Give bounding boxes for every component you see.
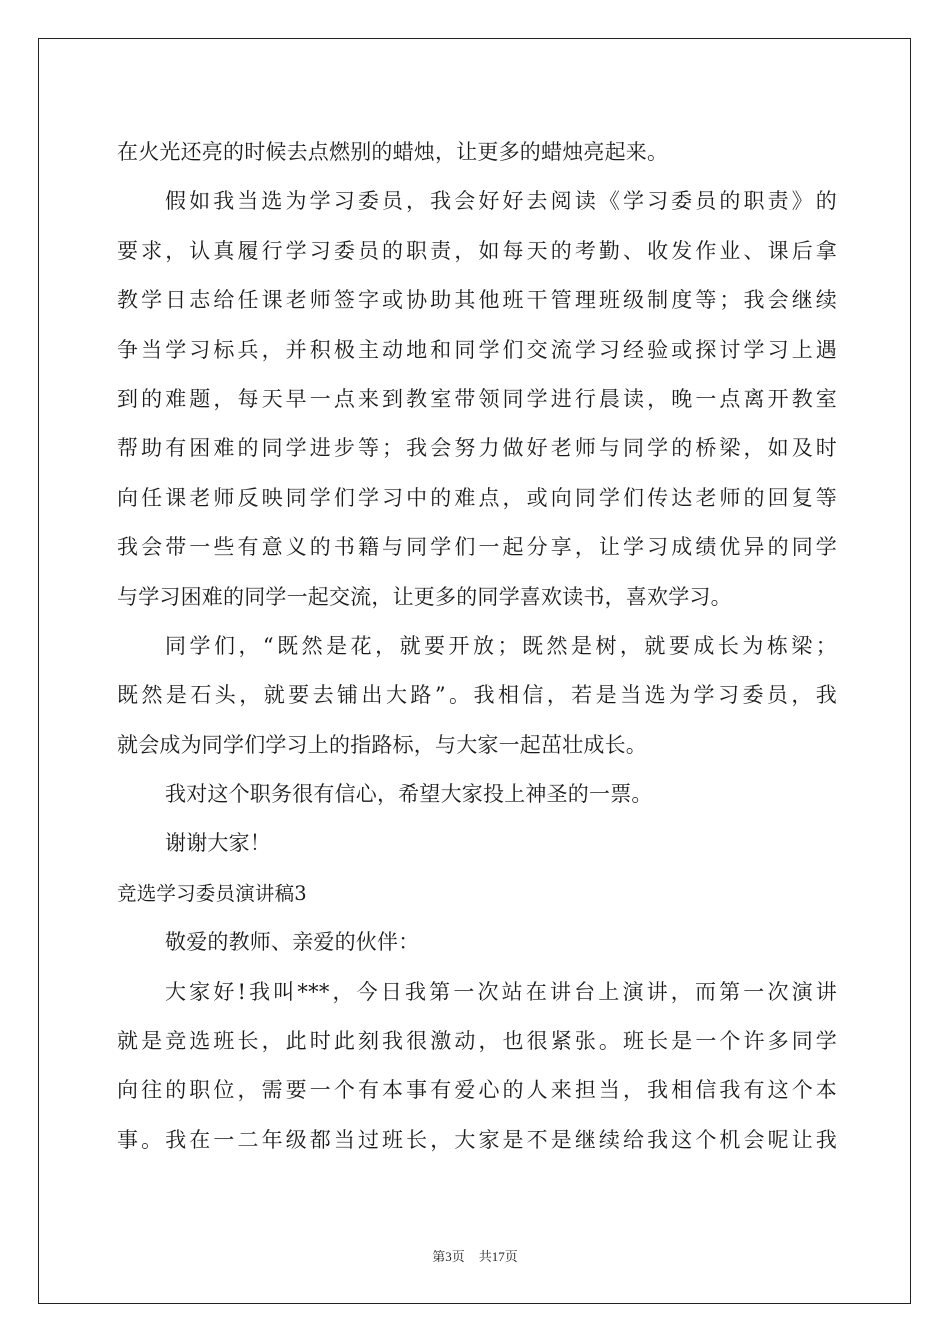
text-line: 既然是石头，就要去铺出大路”。我相信，若是当选为学习委员，我 <box>117 683 837 708</box>
page-number: 第3页 <box>432 1249 465 1264</box>
text-line: 向往的职位，需要一个有本事有爱心的人来担当，我相信我有这个本 <box>117 1078 837 1103</box>
text-line: 在火光还亮的时候去点燃别的蜡烛，让更多的蜡烛亮起来。 <box>117 140 669 164</box>
text-line: 假如我当选为学习委员，我会好好去阅读《学习委员的职责》的 <box>165 189 837 214</box>
text-line: 我对这个职务很有信心，希望大家投上神圣的一票。 <box>165 782 653 807</box>
section-heading: 竞选学习委员演讲稿3 <box>117 881 307 905</box>
text-line: 向任课老师反映同学们学习中的难点，或向同学们传达老师的回复等 <box>117 485 837 510</box>
text-line: 到的难题，每天早一点来到教室带领同学进行晨读，晚一点离开教室 <box>117 386 837 411</box>
document-body <box>117 128 837 1165</box>
text-line: 争当学习标兵，并积极主动地和同学们交流学习经验或探讨学习上遇 <box>117 337 837 362</box>
text-line: 大家好!我叫***，今日我第一次站在讲台上演讲，而第一次演讲 <box>165 979 837 1004</box>
text-line: 敬爱的教师、亲爱的伙伴： <box>165 930 420 955</box>
text-line: 事。我在一二年级都当过班长，大家是不是继续给我这个机会呢让我 <box>117 1127 837 1152</box>
text-line: 与学习困难的同学一起交流，让更多的同学喜欢读书，喜欢学习。 <box>117 584 732 609</box>
page-footer <box>0 1246 950 1265</box>
text-line: 就是竞选班长，此时此刻我很激动，也很紧张。班长是一个许多同学 <box>117 1029 837 1054</box>
text-line: 谢谢大家！ <box>165 831 271 856</box>
text-line: 我会带一些有意义的书籍与同学们一起分享，让学习成绩优异的同学 <box>117 535 837 560</box>
text-line: 就会成为同学们学习上的指路标，与大家一起茁壮成长。 <box>117 732 647 757</box>
page-total: 共17页 <box>478 1249 518 1264</box>
text-line: 要求，认真履行学习委员的职责，如每天的考勤、收发作业、课后拿 <box>117 238 837 263</box>
text-line: 教学日志给任课老师签字或协助其他班干管理班级制度等；我会继续 <box>117 288 837 313</box>
text-line: 帮助有困难的同学进步等；我会努力做好老师与同学的桥梁，如及时 <box>117 436 837 461</box>
text-line: 同学们，“既然是花，就要开放；既然是树，就要成长为栋梁； <box>165 633 837 658</box>
